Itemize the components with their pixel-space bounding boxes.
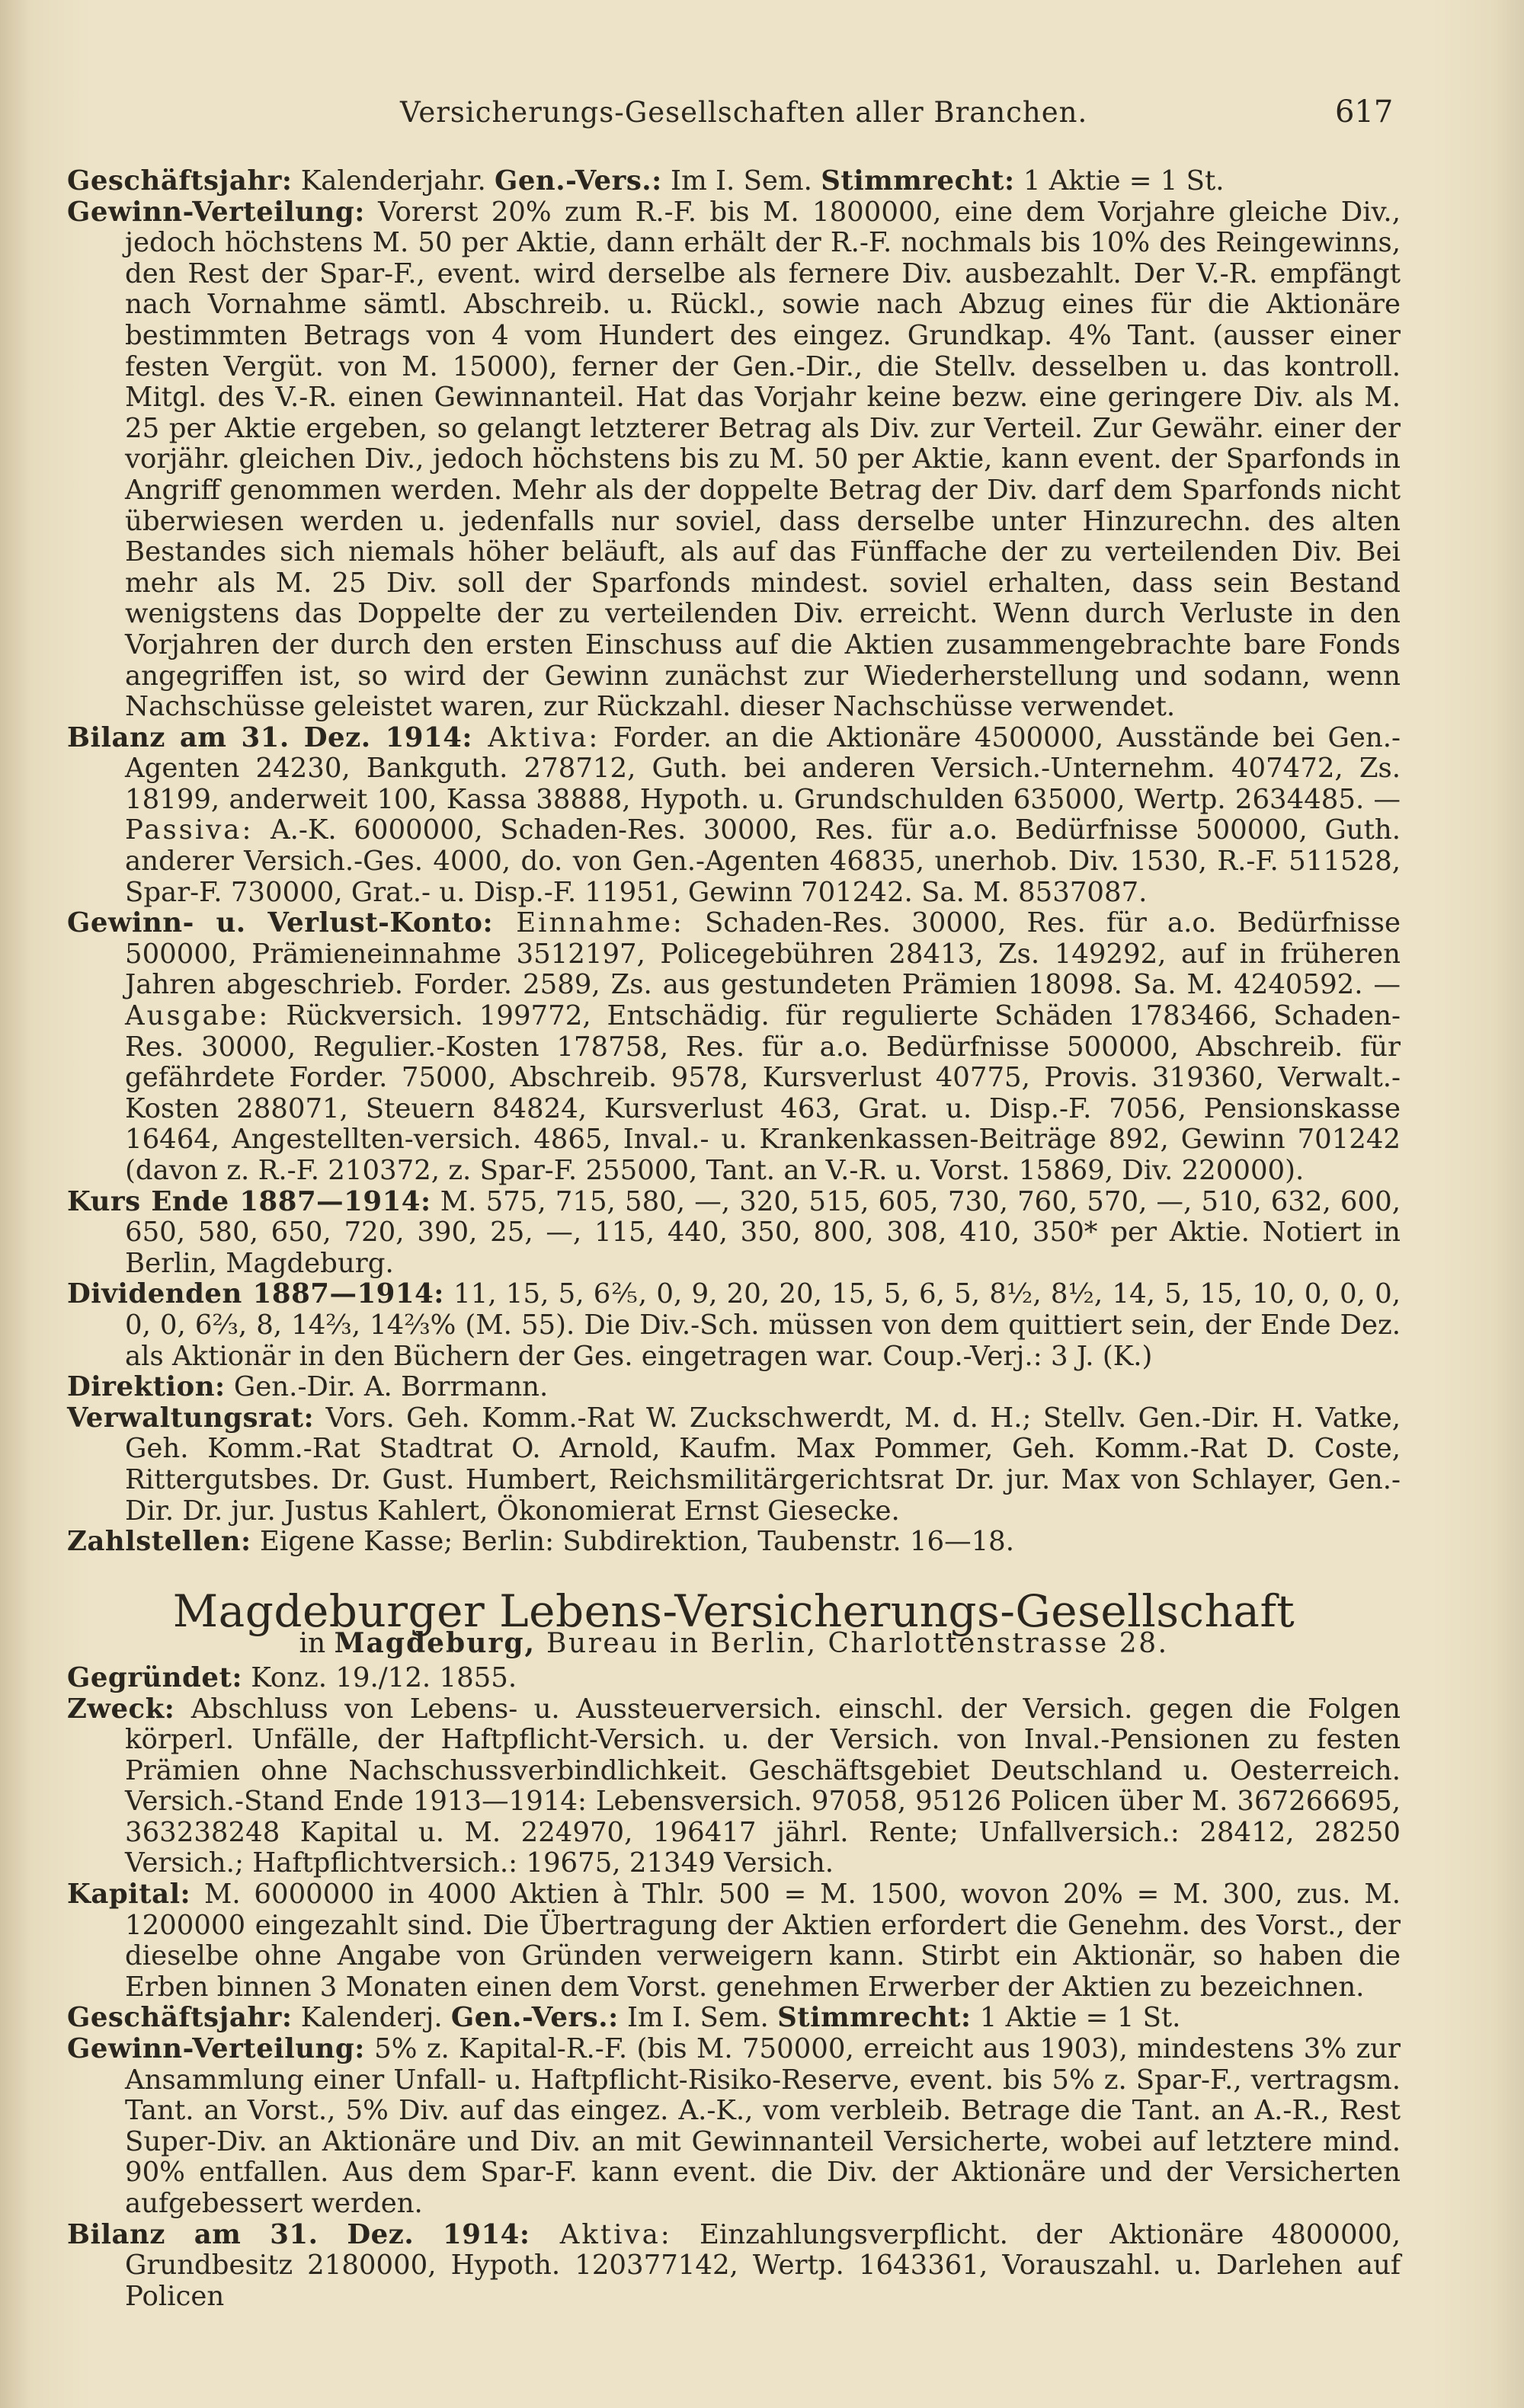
- label-stimmrecht: Stimmrecht:: [821, 165, 1015, 197]
- label-aktiva: Aktiva:: [472, 721, 600, 753]
- text-zahlstellen: Eigene Kasse; Berlin: Subdirektion, Taubenstr. 16—18.: [251, 1526, 1015, 1558]
- label-gewinn-verteilung: Gewinn-Verteilung:: [67, 196, 365, 228]
- entry-bilanz-2: [67, 2220, 1401, 2313]
- label-bilanz-2: Bilanz am 31. Dez. 1914:: [67, 2218, 530, 2250]
- subtitle-bureau: Bureau in Berlin, Charlottenstrasse 28.: [536, 1628, 1169, 1660]
- text-geschaeftsjahr-2: Kalenderj.: [292, 2002, 451, 2034]
- text-einnahme: Schaden-Res. 30000, Res. für a.o. Bedürfnisse 500000, Prämieneinnahme 3512197, Policegebühren 28413, Zs. 149292, auf in früheren Jahren abgeschrieb. Forder. 2589, Zs. aus gestundeten Prämien 18098. Sa. M. 4240592. —: [125, 907, 1401, 1001]
- text-stimmrecht-2: 1 Aktie = 1 St.: [971, 2002, 1181, 2034]
- text-aktiva: Forder. an die Aktionäre 4500000, Ausstände bei Gen.-Agenten 24230, Bankguth. 278712, Guth. bei anderen Versich.-Unternehm. 407472, Zs. 18199, anderweit 100, Kassa 38888, Hypoth. u. Grundschulden 635000, Wertp. 2634485. —: [125, 721, 1401, 815]
- label-gegruendet: Gegründet:: [67, 1661, 242, 1693]
- text-passiva: A.-K. 6000000, Schaden-Res. 30000, Res. für a.o. Bedürfnisse 500000, Guth. anderer Versich.-Ges. 4000, do. von Gen.-Agenten 46835, unerhob. Div. 1530, R.-F. 511528, Spar-F. 730000, Grat.- u. Disp.-F. 11951, Gewinn 701242. Sa. M. 8537087.: [125, 814, 1401, 908]
- label-zahlstellen: Zahlstellen:: [67, 1526, 251, 1558]
- text-gen-vers-2: Im I. Sem.: [618, 2002, 778, 2034]
- subtitle-city: Magdeburg,: [334, 1627, 536, 1660]
- entry-gewinn-verlust-konto: [67, 908, 1401, 1186]
- label-zweck: Zweck:: [67, 1693, 175, 1725]
- label-verwaltungsrat: Verwaltungsrat:: [67, 1402, 315, 1434]
- page-number: 617: [1335, 94, 1394, 130]
- entry-geschaeftsjahr: [67, 166, 1401, 197]
- text-verwaltungsrat: Vors. Geh. Komm.-Rat W. Zuckschwerdt, M. d. H.; Stellv. Gen.-Dir. H. Vatke, Geh. Komm.-Rat Stadtrat O. Arnold, Kaufm. Max Pommer, Geh. Komm.-Rat D. Coste, Rittergutsbes. Dr. Gust. Humbert, Reichsmilitärgerichtsrat Dr. jur. Max von Schlayer, Gen.-Dir. Dr. jur. Justus Kahlert, Ökonomierat Ernst Giesecke.: [125, 1402, 1401, 1527]
- label-gen-vers-2: Gen.-Vers.:: [450, 2002, 619, 2034]
- entry-kurs: [67, 1187, 1401, 1280]
- text-geschaeftsjahr: Kalenderjahr.: [292, 165, 495, 197]
- label-ausgabe: Ausgabe:: [125, 1000, 271, 1032]
- label-direktion: Direktion:: [67, 1371, 226, 1403]
- entry-verwaltungsrat: [67, 1403, 1401, 1527]
- entry-direktion: [67, 1372, 1401, 1403]
- entry-geschaeftsjahr-2: [67, 2003, 1401, 2034]
- running-title: Versicherungs-Gesellschaften aller Branchen.: [400, 96, 1088, 129]
- label-aktiva-2: Aktiva:: [530, 2218, 672, 2250]
- page-header: [0, 91, 1524, 137]
- entry-dividenden: [67, 1279, 1401, 1372]
- label-passiva: Passiva:: [125, 814, 254, 846]
- label-einnahme: Einnahme:: [493, 907, 684, 939]
- text-gegruendet: Konz. 19./12. 1855.: [242, 1661, 517, 1693]
- label-kurs: Kurs Ende 1887—1914:: [67, 1185, 431, 1217]
- text-gewinn-verteilung-2: 5% z. Kapital-R.-F. (bis M. 750000, erreicht aus 1903), mindestens 3% zur Ansammlung einer Unfall- u. Haftpflicht-Risiko-Reserve, event. bis 5% z. Spar-F., vertragsm. Tant. an Vorst., 5% Div. auf das eingez. A.-K., vom verbleib. Betrage die Tant. an A.-R., Rest Super-Div. an Aktionäre und Div. an mit Gewinnanteil Versicherte, wobei auf letztere mind. 90% entfallen. Aus dem Spar-F. kann event. die Div. der Aktionäre und der Versicherten aufgebessert werden.: [125, 2033, 1401, 2219]
- text-gewinn-verteilung: Vorerst 20% zum R.-F. bis M. 1800000, eine dem Vorjahre gleiche Div., jedoch höchstens M. 50 per Aktie, dann erhält der R.-F. nochmals bis 10% des Reingewinns, den Rest der Spar-F., event. wird derselbe als fernere Div. ausbezahlt. Der V.-R. empfängt nach Vornahme sämtl. Abschreib. u. Rückl., sowie nach Abzug eines für die Aktionäre bestimmten Betrags von 4 vom Hundert des eingez. Grundkap. 4% Tant. (ausser einer festen Vergüt. von M. 15000), ferner der Gen.-Dir., die Stellv. desselben u. das kontroll. Mitgl. des V.-R. einen Gewinnanteil. Hat das Vorjahr keine bezw. eine geringere Div. als M. 25 per Aktie ergeben, so gelangt letzterer Betrag als Div. zur Verteil. Zur Gewähr. einer der vorjähr. gleichen Div., jedoch höchstens bis zu M. 50 per Aktie, kann event. der Sparfonds in Angriff genommen werden. Mehr als der doppelte Betrag der Div. darf dem Sparfonds nicht überwiesen werden u. jedenfalls nur soviel, dass derselbe unter Hinzurechn. des alten Bestandes sich niemals höher beläuft, als auf das Fünffache der zu verteilenden Div. Bei mehr als M. 25 Div. soll der Sparfonds mindest. soviel erhalten, dass sein Bestand wenigstens das Doppelte der zu verteilenden Div. erreicht. Wenn durch Verluste in den Vorjahren der durch den ersten Einschuss auf die Aktien zusammengebrachte bare Fonds angegriffen ist, so wird der Gewinn zunächst zur Wiederherstellung und sodann, wenn Nachschüsse geleistet waren, zur Rückzahl. dieser Nachschüsse verwendet.: [125, 196, 1401, 723]
- label-bilanz: Bilanz am 31. Dez. 1914:: [67, 721, 473, 753]
- label-gen-vers: Gen.-Vers.:: [495, 165, 662, 197]
- subtitle-in: in: [299, 1628, 335, 1660]
- entry-kapital: [67, 1879, 1401, 2003]
- text-kapital: M. 6000000 in 4000 Aktien à Thlr. 500 = M. 1500, wovon 20% = M. 300, zus. M. 1200000 eingezahlt sind. Die Übertragung der Aktien erfordert die Genehm. des Vorst., der dieselbe ohne Angabe von Gründen verweigern kann. Stirbt ein Aktionär, so haben die Erben binnen 3 Monaten einen dem Vorst. genehmen Erwerber der Aktien zu bezeichnen.: [125, 1879, 1401, 2003]
- label-gewinn-verlust-konto: Gewinn- u. Verlust-Konto:: [67, 907, 494, 939]
- text-aktiva-2: Einzahlungsverpflicht. der Aktionäre 4800000, Grundbesitz 2180000, Hypoth. 120377142, Wertp. 1643361, Vorauszahl. u. Darlehen auf Policen: [125, 2218, 1401, 2312]
- entry-gewinn-verteilung: [67, 197, 1401, 723]
- label-stimmrecht-2: Stimmrecht:: [777, 2002, 972, 2034]
- text-kurs: M. 575, 715, 580, —, 320, 515, 605, 730, 760, 570, —, 510, 632, 600, 650, 580, 650, 720, 390, 25, —, 115, 440, 350, 800, 308, 410, 350* per Aktie. Notiert in Berlin, Magdeburg.: [125, 1185, 1401, 1279]
- text-dividenden: 11, 15, 5, 6⅖, 0, 9, 20, 20, 15, 5, 6, 5, 8½, 8½, 14, 5, 15, 10, 0, 0, 0, 0, 0, 6⅔, 8, 14⅔, 14⅔% (M. 55). Die Div.-Sch. müssen von dem quittiert sein, der Ende Dez. als Aktionär in den Büchern der Ges. eingetragen war. Coup.-Verj.: 3 J. (K.): [125, 1278, 1401, 1372]
- text-stimmrecht: 1 Aktie = 1 St.: [1014, 165, 1225, 197]
- entry-gewinn-verteilung-2: [67, 2034, 1401, 2220]
- label-kapital: Kapital:: [67, 1879, 191, 1911]
- entry-zweck: [67, 1694, 1401, 1880]
- text-ausgabe: Rückversich. 199772, Entschädig. für regulierte Schäden 1783466, Schaden-Res. 30000, Regulier.-Kosten 178758, Res. für a.o. Bedürfnisse 500000, Abschreib. für gefährdete Forder. 75000, Abschreib. 9578, Kursverlust 40775, Provis. 319360, Verwalt.-Kosten 288071, Steuern 84824, Kursverlust 463, Grat. u. Disp.-F. 7056, Pensionskasse 16464, Angestellten-versich. 4865, Inval.- u. Krankenkassen-Beiträge 892, Gewinn 701242 (davon z. R.-F. 210372, z. Spar-F. 255000, Tant. an V.-R. u. Vorst. 15869, Div. 220000).: [125, 1000, 1401, 1186]
- entry-bilanz: [67, 723, 1401, 909]
- label-geschaeftsjahr: Geschäftsjahr:: [67, 165, 293, 197]
- label-dividenden: Dividenden 1887—1914:: [67, 1278, 444, 1310]
- entry-gegruendet: [67, 1663, 1401, 1694]
- page-body: [67, 166, 1401, 2312]
- company-title: Magdeburger Lebens-Versicherungs-Gesellschaft: [172, 1585, 1295, 1637]
- text-gen-vers: Im I. Sem.: [661, 165, 821, 197]
- label-gewinn-verteilung-2: Gewinn-Verteilung:: [67, 2033, 365, 2065]
- text-direktion: Gen.-Dir. A. Borrmann.: [225, 1371, 549, 1403]
- entry-zahlstellen: [67, 1527, 1401, 1558]
- text-zweck: Abschluss von Lebens- u. Aussteuerversich. einschl. der Versich. gegen die Folgen körperl. Unfälle, der Haftpflicht-Versich. u. der Versich. von Inval.-Pensionen zu festen Prämien ohne Nachschussverbindlichkeit. Geschäftsgebiet Deutschland u. Oesterreich. Versich.-Stand Ende 1913—1914: Lebensversich. 97058, 95126 Policen über M. 367266695, 363238248 Kapital u. M. 224970, 196417 jährl. Rente; Unfallversich.: 28412, 28250 Versich.; Haftpflichtversich.: 19675, 21349 Versich.: [125, 1693, 1401, 1879]
- label-geschaeftsjahr-2: Geschäftsjahr:: [67, 2002, 293, 2034]
